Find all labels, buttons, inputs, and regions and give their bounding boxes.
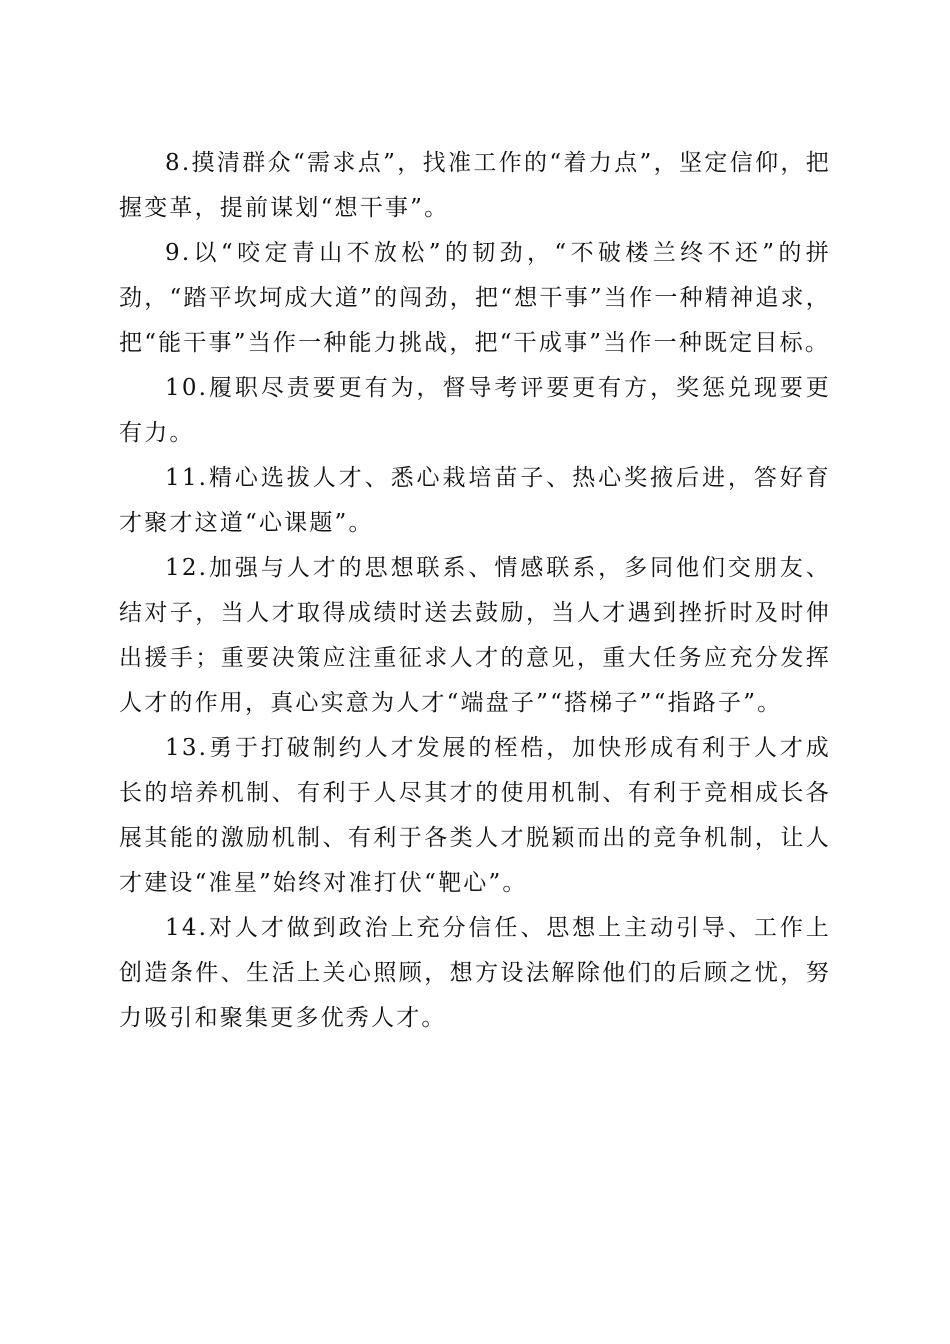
paragraph-text: 以“咬定青山不放松”的韧劲，“不破楼兰终不还”的拼劲，“踏平坎坷成大道”的闯劲，把“想干事”当作一种精神追求，把“能干事”当作一种能力挑战，把“干成事”当作一种既定目标。 — [119, 240, 831, 356]
paragraph-text: 对人才做到政治上充分信任、思想上主动引导、工作上创造条件、生活上关心照顾，想方设法解除他们的后顾之忧，努力吸引和聚集更多优秀人才。 — [119, 915, 831, 1031]
paragraph-text: 加强与人才的思想联系、情感联系，多同他们交朋友、结对子，当人才取得成绩时送去鼓励，当人才遇到挫折时及时伸出援手；重要决策应注重征求人才的意见，重大任务应充分发挥人才的作用，真心实意为人才“端盘子”“搭梯子”“指路子”。 — [119, 555, 831, 716]
paragraph-text: 履职尽责要更有为，督导考评要更有方，奖惩兑现要更有力。 — [119, 375, 831, 446]
paragraph-number: 14. — [165, 915, 209, 941]
paragraph-number: 12. — [165, 555, 209, 581]
paragraph-10 — [119, 366, 831, 456]
paragraph-number: 9. — [165, 240, 192, 266]
paragraph-13 — [119, 726, 831, 906]
paragraph-text: 勇于打破制约人才发展的桎梏，加快形成有利于人才成长的培养机制、有利于人尽其才的使用机制、有利于竞相成长各展其能的激励机制、有利于各类人才脱颖而出的竞争机制，让人才建设“准星”始终对准打伏“靶心”。 — [119, 735, 831, 896]
document-body — [119, 141, 831, 1041]
paragraph-number: 8. — [165, 150, 192, 176]
paragraph-11 — [119, 456, 831, 546]
paragraph-9 — [119, 231, 831, 366]
paragraph-8 — [119, 141, 831, 231]
paragraph-number: 11. — [165, 465, 209, 491]
paragraph-14 — [119, 906, 831, 1041]
paragraph-text: 精心选拔人才、悉心栽培苗子、热心奖掖后进，答好育才聚才这道“心课题”。 — [119, 465, 831, 536]
paragraph-12 — [119, 546, 831, 726]
paragraph-number: 13. — [165, 735, 209, 761]
paragraph-number: 10. — [165, 375, 209, 401]
paragraph-text: 摸清群众“需求点”，找准工作的“着力点”，坚定信仰，把握变革，提前谋划“想干事”。 — [119, 150, 831, 221]
